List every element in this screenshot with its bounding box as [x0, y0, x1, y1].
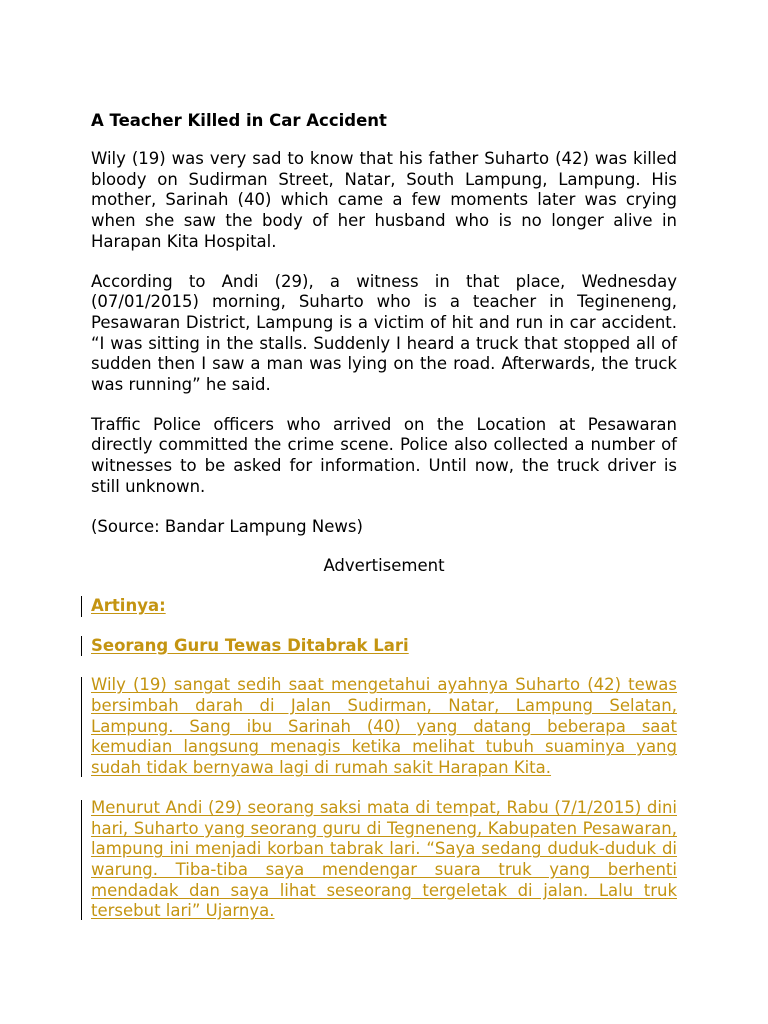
translation-heading-text: Artinya:	[91, 595, 166, 615]
translation-heading	[91, 596, 677, 617]
article-source: (Source: Bandar Lampung News)	[91, 516, 363, 536]
translation-paragraph-2	[91, 798, 677, 922]
change-bar	[81, 677, 82, 777]
article-title: A Teacher Killed in Car Accident	[91, 111, 387, 130]
change-bar	[81, 636, 82, 657]
article-paragraph-2: According to Andi (29), a witness in that place, Wednesday (07/01/2015) morning, Suharto who is a teacher in Tegineneng, Pesawaran District, Lampung is a victim of hit and run in car accident. “I was sitting in the stalls. Suddenly I heard a truck that stopped all of sudden then I saw a man was lying on the road. Afterwards, the truck was running” he said.	[91, 271, 677, 395]
article-paragraph-1: Wily (19) was very sad to know that his father Suharto (42) was killed bloody on Sudirman Street, Natar, South Lampung, Lampung. His mother, Sarinah (40) which came a few moments later was crying when she saw the body of her husband who is no longer alive in Harapan Kita Hospital.	[91, 149, 677, 251]
translation-paragraph-1	[91, 675, 677, 779]
advertisement-label: Advertisement	[323, 556, 445, 576]
change-bar	[81, 596, 82, 617]
translation-paragraph-2-text: Menurut Andi (29) seorang saksi mata di tempat, Rabu (7/1/2015) dini hari, Suharto yang seorang guru di Tegneneng, Kabupaten Pesawaran, lampung ini menjadi korban tabrak lari. “Saya sedang duduk-duduk di warung. Tiba-tiba saya mendengar suara truk yang berhenti mendadak dan saya lihat seseorang tergeletak di jalan. Lalu truk tersebut lari” Ujarnya.	[91, 797, 677, 921]
translation-title-text: Seorang Guru Tewas Ditabrak Lari	[91, 635, 409, 655]
translation-paragraph-1-text: Wily (19) sangat sedih saat mengetahui ayahnya Suharto (42) tewas bersimbah darah di Jalan Sudirman, Natar, Lampung Selatan, Lampung. Sang ibu Sarinah (40) yang datang beberapa saat kemudian langsung menagis ketika melihat tubuh suaminya yang sudah tidak bernyawa lagi di rumah sakit Harapan Kita.	[91, 675, 677, 778]
translation-title	[91, 636, 677, 657]
article-paragraph-3: Traffic Police officers who arrived on the Location at Pesawaran directly committed the crime scene. Police also collected a number of witnesses to be asked for information. Until now, the truck driver is still unknown.	[91, 414, 677, 496]
document-page	[91, 110, 677, 922]
change-bar	[81, 800, 82, 920]
